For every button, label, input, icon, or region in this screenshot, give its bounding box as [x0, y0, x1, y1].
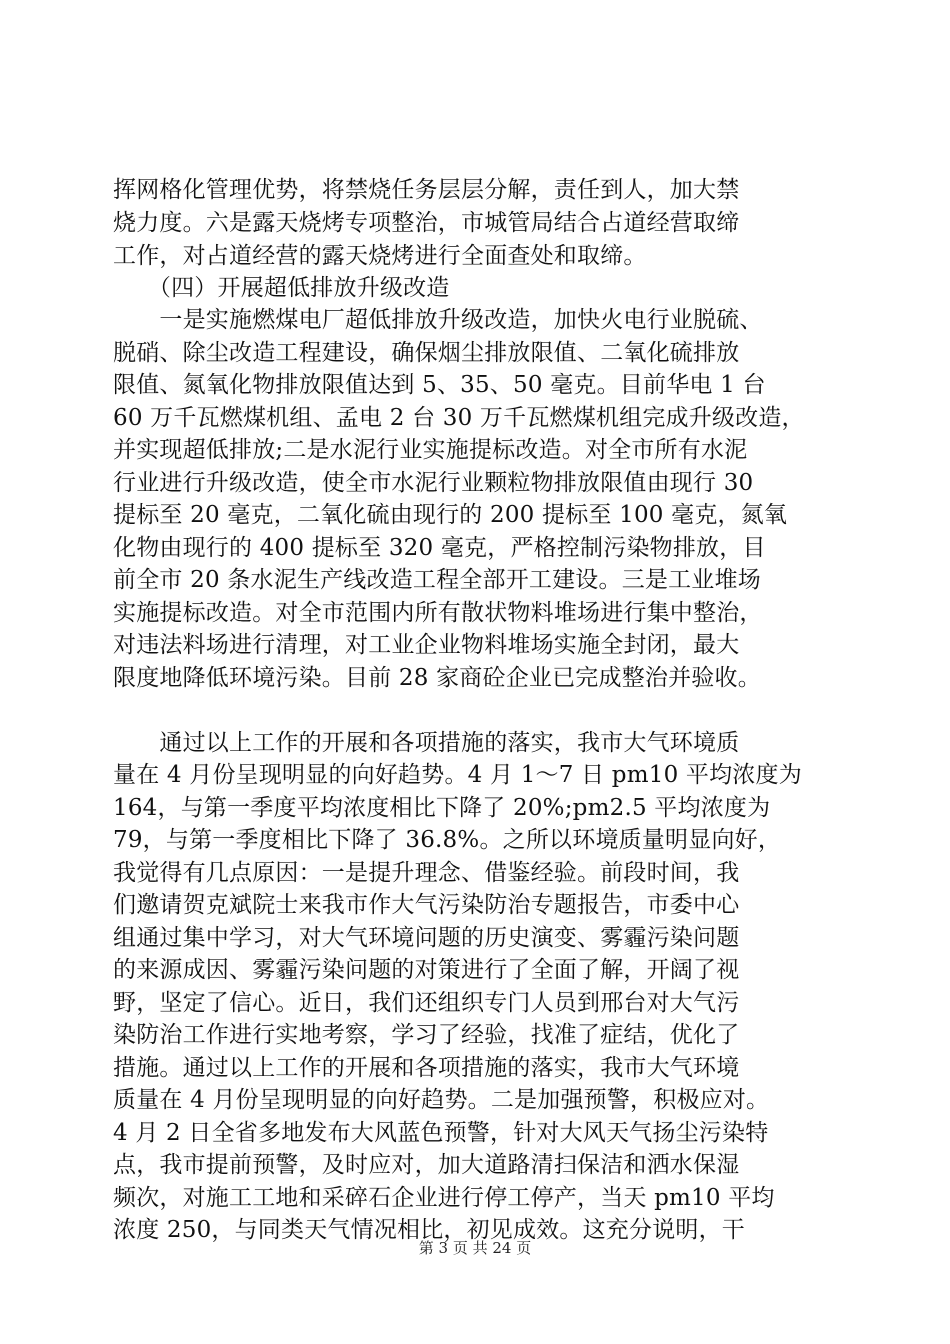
page-footer: 第 3 页 共 24 页 — [418, 1239, 532, 1257]
text-line: 质量在 4 月份呈现明显的向好趋势。二是加强预警，积极应对。 — [113, 1087, 770, 1113]
text-line: 提标至 20 毫克，二氧化硫由现行的 200 提标至 100 毫克，氮氧 — [113, 502, 788, 528]
text-line: 限度地降低环境污染。目前 28 家商砼企业已完成整治并验收。 — [113, 665, 761, 691]
text-line: 化物由现行的 400 提标至 320 毫克，严格控制污染物排放，目 — [113, 535, 766, 561]
text-line: 的来源成因、雾霾污染问题的对策进行了全面了解，开阔了视 — [113, 957, 740, 983]
text-line: 限值、氮氧化物排放限值达到 5、35、50 毫克。目前华电 1 台 — [113, 372, 766, 398]
text-line: 我觉得有几点原因：一是提升理念、借鉴经验。前段时间，我 — [113, 860, 740, 886]
text-line: 脱硝、除尘改造工程建设，确保烟尘排放限值、二氧化硫排放 — [113, 340, 740, 366]
text-line: 前全市 20 条水泥生产线改造工程全部开工建设。三是工业堆场 — [113, 567, 761, 593]
text-line: 烧力度。六是露天烧烤专项整治，市城管局结合占道经营取缔 — [113, 210, 740, 236]
text-line: 60 万千瓦燃煤机组、孟电 2 台 30 万千瓦燃煤机组完成升级改造， — [113, 405, 805, 431]
text-line: 措施。通过以上工作的开展和各项措施的落实，我市大气环境 — [113, 1055, 740, 1081]
blank-line — [113, 694, 849, 727]
text-line: 并实现超低排放;二是水泥行业实施提标改造。对全市所有水泥 — [113, 437, 748, 463]
text-line: 组通过集中学习，对大气环境问题的历史演变、雾霾污染问题 — [113, 925, 740, 951]
text-line: 实施提标改造。对全市范围内所有散状物料堆场进行集中整治， — [113, 600, 763, 626]
text-line: 点，我市提前预警，及时应对，加大道路清扫保洁和洒水保湿 — [113, 1152, 740, 1178]
text-line: 工作，对占道经营的露天烧烤进行全面查处和取缔。 — [113, 243, 647, 269]
text-line: 浓度 250，与同类天气情况相比，初见成效。这充分说明，干 — [113, 1217, 746, 1243]
text-line: 行业进行升级改造，使全市水泥行业颗粒物排放限值由现行 30 — [113, 470, 754, 496]
text-line: 164，与第一季度平均浓度相比下降了 20%;pm2.5 平均浓度为 — [113, 795, 771, 821]
text-line: 们邀请贺克斌院士来我市作大气污染防治专题报告，市委中心 — [113, 892, 740, 918]
text-line: 一是实施燃煤电厂超低排放升级改造，加快火电行业脱硫、 — [113, 307, 763, 333]
text-line: 4 月 2 日全省多地发布大风蓝色预警，针对大风天气扬尘污染特 — [113, 1120, 769, 1146]
text-line: 挥网格化管理优势，将禁烧任务层层分解，责任到人，加大禁 — [113, 177, 740, 203]
text-line: 79，与第一季度相比下降了 36.8%。之所以环境质量明显向好， — [113, 827, 782, 853]
text-line: 野，坚定了信心。近日，我们还组织专门人员到邢台对大气污 — [113, 990, 740, 1016]
text-line: 染防治工作进行实地考察，学习了经验，找准了症结，优化了 — [113, 1022, 740, 1048]
text-line: 量在 4 月份呈现明显的向好趋势。4 月 1～7 日 pm10 平均浓度为 — [113, 762, 802, 788]
text-line: 频次，对施工工地和采碎石企业进行停工停产，当天 pm10 平均 — [113, 1185, 775, 1211]
text-line: 对违法料场进行清理，对工业企业物料堆场实施全封闭，最大 — [113, 632, 740, 658]
text-line: 通过以上工作的开展和各项措施的落实，我市大气环境质 — [113, 730, 740, 756]
section-heading: （四）开展超低排放升级改造 — [113, 275, 450, 301]
